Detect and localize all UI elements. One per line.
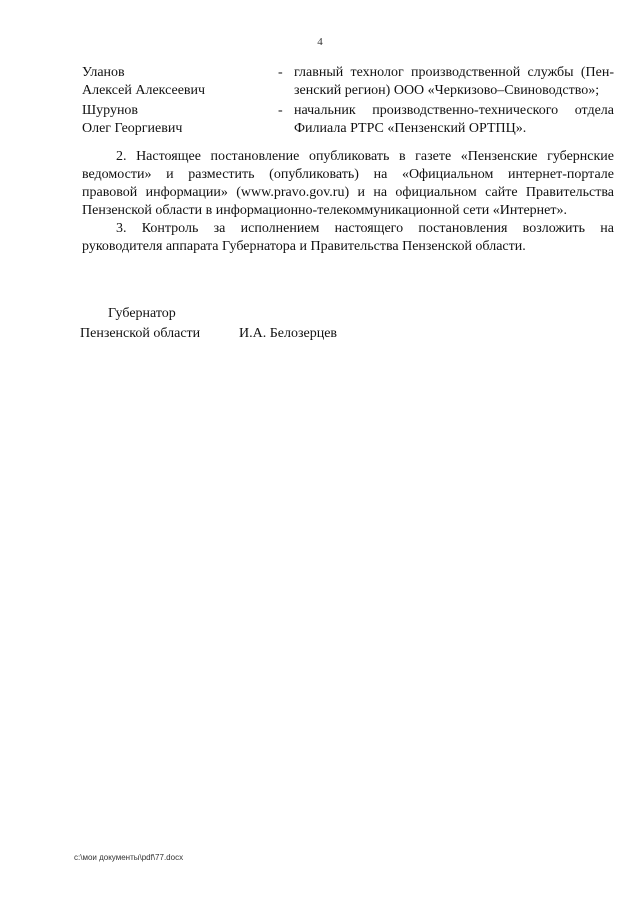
paragraph-line: руководителя аппарата Губернатора и Правительства Пензенской области.	[82, 239, 526, 254]
signatory-name: И.А. Белозерцев	[239, 326, 338, 341]
member-role-line: главный технолог производственной службы (Пен-	[294, 65, 614, 80]
member-surname: Шурунов	[82, 103, 139, 118]
member-row-shurunov	[82, 102, 614, 138]
member-row-ulanov	[82, 64, 614, 100]
member-role	[294, 64, 614, 100]
member-name	[82, 64, 278, 100]
paragraph-2-publication	[82, 148, 614, 220]
page-number: 4	[317, 36, 323, 48]
member-dash: -	[278, 103, 283, 118]
paragraph-3-control	[82, 220, 614, 256]
member-given-name: Алексей Алексеевич	[82, 83, 206, 98]
member-surname: Уланов	[82, 65, 125, 80]
paragraph-line: ведомости» и разместить (опубликовать) на «Официальном интернет-портале	[82, 167, 614, 182]
signatory-title: Губернатор	[108, 306, 176, 321]
member-role	[294, 102, 614, 138]
member-name	[82, 102, 278, 138]
commission-member-list	[82, 64, 614, 140]
resolution-body	[82, 148, 614, 256]
member-role-line: Филиала РТРС «Пензенский ОРТПЦ».	[294, 121, 527, 136]
paragraph-line: Пензенской области в информационно-телекоммуникационной сети «Интернет».	[82, 203, 568, 218]
member-given-name: Олег Георгиевич	[82, 121, 183, 136]
footer-file-path: c:\мои документы\pdf\77.docx	[74, 853, 184, 862]
paragraph-line: правовой информации» (www.pravo.gov.ru) и на официальном сайте Правительства	[82, 185, 614, 200]
paragraph-line: 2. Настоящее постановление опубликовать в газете «Пензенские губернские	[116, 149, 614, 164]
paragraph-line: 3. Контроль за исполнением настоящего постановления возложить на	[116, 221, 614, 236]
member-role-line: зенский регион) ООО «Черкизово–Свиноводство»;	[294, 83, 600, 98]
member-role-line: начальник производственно-технического отдела	[294, 103, 614, 118]
member-dash: -	[278, 65, 283, 80]
signatory-region: Пензенской области	[80, 326, 201, 341]
